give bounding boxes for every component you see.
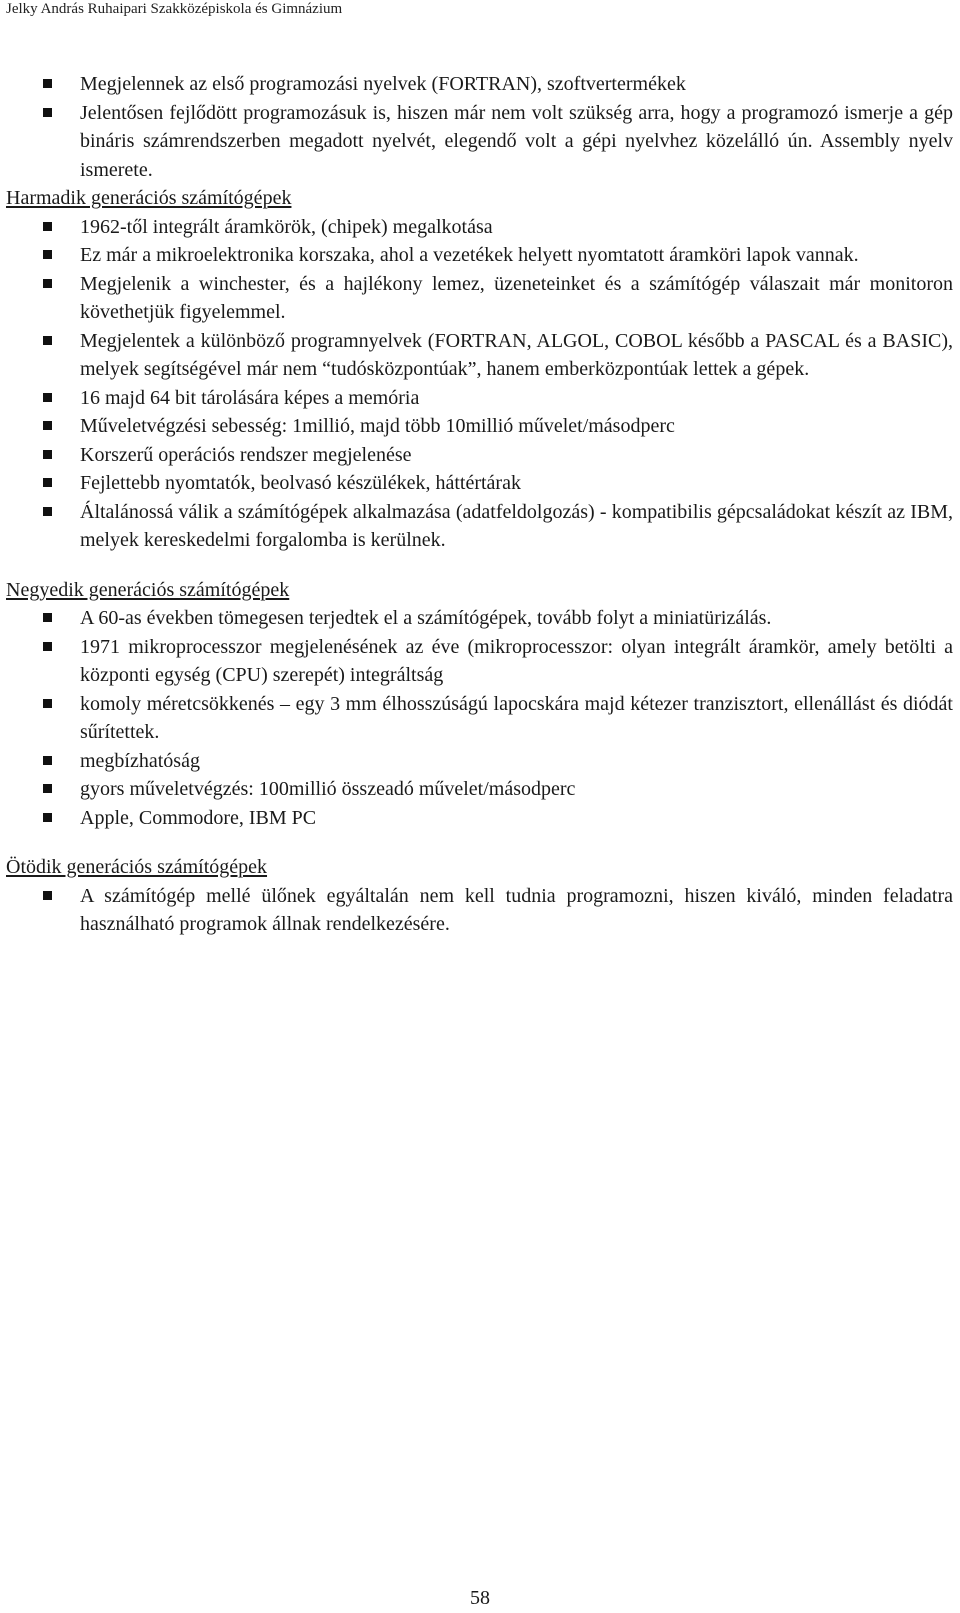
square-bullet-icon [43,642,52,651]
section-heading-fifth-generation: Ötödik generációs számítógépek [6,856,268,878]
square-bullet-icon [43,699,52,708]
square-bullet-icon [43,108,52,117]
list-item: Ez már a mikroelektronika korszaka, ahol a vezetékek helyett nyomtatott áramköri lapok vannak. [6,241,953,270]
fifth-generation-list [6,882,953,939]
page-number: 58 [470,1587,490,1609]
third-generation-list [6,213,953,555]
intro-list [6,70,953,184]
list-item: Megjelennek az első programozási nyelvek (FORTRAN), szoftvertermékek [6,70,953,99]
section-gap [6,832,953,853]
square-bullet-icon [43,250,52,259]
list-item: Korszerű operációs rendszer megjelenése [6,441,953,470]
square-bullet-icon [43,222,52,231]
square-bullet-icon [43,613,52,622]
section-gap [6,555,953,576]
square-bullet-icon [43,813,52,822]
square-bullet-icon [43,756,52,765]
square-bullet-icon [43,336,52,345]
section-heading-fourth-generation: Negyedik generációs számítógépek [6,578,290,601]
list-item: Jelentősen fejlődött programozásuk is, hiszen már nem volt szükség arra, hogy a programozó ismerje a gép bináris számrendszerben megadott nyelvét, elegendő volt a gépi nyelvhez közelálló ún. Assembly nyelv ismerete. [6,99,953,185]
square-bullet-icon [43,450,52,459]
list-item: Általánossá válik a számítógépek alkalmazása (adatfeldolgozás) - kompatibilis gépcsaládokat készít az IBM, melyek kereskedelmi forgalomba is kerülnek. [6,498,953,555]
list-item: Fejlettebb nyomtatók, beolvasó készülékek, háttértárak [6,469,953,498]
square-bullet-icon [43,478,52,487]
page-header: Jelky András Ruhaipari Szakközépiskola és Gimnázium [6,1,343,17]
square-bullet-icon [43,279,52,288]
list-item: A számítógép mellé ülőnek egyáltalán nem kell tudnia programozni, hiszen kiváló, minden feladatra használható programok állnak rendelkezésére. [6,882,953,939]
square-bullet-icon [43,891,52,900]
list-item: A 60-as években tömegesen terjedtek el a számítógépek, tovább folyt a miniatürizálás. [6,604,953,633]
list-item: gyors műveletvégzés: 100millió összeadó művelet/másodperc [6,775,953,804]
list-item: 16 majd 64 bit tárolására képes a memória [6,384,953,413]
list-item: Apple, Commodore, IBM PC [6,804,953,833]
square-bullet-icon [43,79,52,88]
fourth-generation-list [6,604,953,832]
document-body [6,70,953,939]
list-item: 1971 mikroprocesszor megjelenésének az éve (mikroprocesszor: olyan integrált áramkör, amely betölti a központi egység (CPU) szerepét) integráltság [6,633,953,690]
list-item: Megjelentek a különböző programnyelvek (FORTRAN, ALGOL, COBOL később a PASCAL és a BASIC), melyek segítségével már nem “tudósközpontúak”, hanem emberközpontúak lettek a gépek. [6,327,953,384]
square-bullet-icon [43,507,52,516]
list-item: komoly méretcsökkenés – egy 3 mm élhosszúságú lapocskára majd kétezer tranzisztort, ellenállást és diódát sűrítettek. [6,690,953,747]
section-heading-third-generation: Harmadik generációs számítógépek [6,187,292,209]
list-item: Műveletvégzési sebesség: 1millió, majd több 10millió művelet/másodperc [6,412,953,441]
list-item: Megjelenik a winchester, és a hajlékony lemez, üzeneteinket és a számítógép válaszait már monitoron követhetjük figyelemmel. [6,270,953,327]
square-bullet-icon [43,393,52,402]
square-bullet-icon [43,784,52,793]
square-bullet-icon [43,421,52,430]
list-item: 1962-től integrált áramkörök, (chipek) megalkotása [6,213,953,242]
list-item: megbízhatóság [6,747,953,776]
